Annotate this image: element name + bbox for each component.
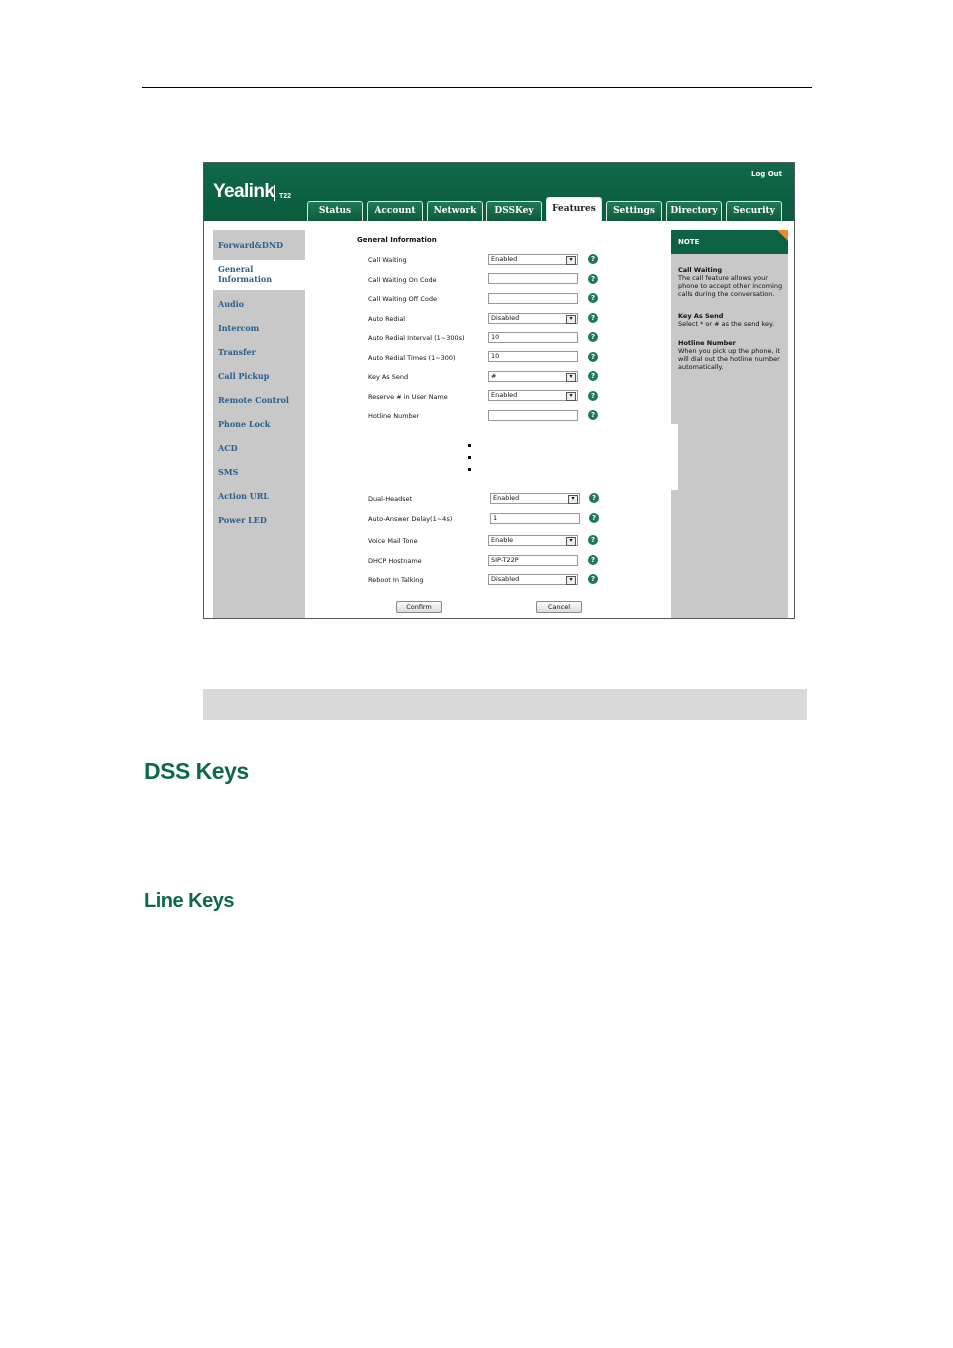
nav-transfer[interactable]: Transfer: [218, 347, 256, 357]
nav-remote-control[interactable]: Remote Control: [218, 395, 289, 405]
auto-redial-interval-input[interactable]: 10: [488, 332, 578, 343]
note-item-hotline-number: [678, 339, 788, 371]
note-heading: Hotline Number: [678, 339, 736, 347]
help-icon[interactable]: ?: [588, 274, 598, 284]
help-icon[interactable]: ?: [588, 332, 598, 342]
omitted-rows-gap: [305, 424, 678, 490]
confirm-button[interactable]: Confirm: [396, 601, 442, 613]
call-waiting-on-code-input[interactable]: [488, 273, 578, 284]
logout-link[interactable]: Log Out: [751, 170, 782, 178]
field-label: Dual-Headset: [368, 495, 413, 503]
field-label: Call Waiting On Code: [368, 276, 437, 284]
note-body: Select * or # as the send key.: [678, 320, 775, 328]
hotline-number-input[interactable]: [488, 410, 578, 421]
auto-answer-delay-input[interactable]: 1: [490, 513, 580, 524]
help-icon[interactable]: ?: [588, 410, 598, 420]
nav-intercom[interactable]: Intercom: [218, 323, 260, 333]
note-item-key-as-send: [678, 312, 788, 328]
tab-directory[interactable]: Directory: [666, 201, 722, 221]
note-item-call-waiting: [678, 266, 788, 298]
call-waiting-off-code-input[interactable]: [488, 293, 578, 304]
help-icon[interactable]: ?: [588, 555, 598, 565]
tab-settings[interactable]: Settings: [606, 201, 662, 221]
web-ui-screenshot: [203, 162, 795, 619]
help-icon[interactable]: ?: [588, 574, 598, 584]
field-label: Auto-Answer Delay(1~4s): [368, 515, 453, 523]
help-icon[interactable]: ?: [589, 513, 599, 523]
note-body: The call feature allows your phone to accept other incoming calls during the conversation.: [678, 274, 783, 298]
field-label: Voice Mail Tone: [368, 537, 418, 545]
tab-dsskey[interactable]: DSSKey: [486, 201, 542, 221]
field-label: Call Waiting: [368, 256, 407, 264]
auto-redial-select[interactable]: Disabled ▾: [488, 313, 578, 324]
nav-action-url[interactable]: Action URL: [218, 491, 269, 501]
caption-bar: [203, 689, 807, 720]
field-label: Reboot In Talking: [368, 576, 424, 584]
field-label: DHCP Hostname: [368, 557, 422, 565]
field-label: Auto Redial Times (1~300): [368, 354, 456, 362]
ellipsis-dot: [468, 468, 471, 471]
dual-headset-select[interactable]: Enabled ▾: [490, 493, 580, 504]
help-icon[interactable]: ?: [588, 535, 598, 545]
tab-network[interactable]: Network: [427, 201, 483, 221]
help-icon[interactable]: ?: [588, 352, 598, 362]
ellipsis-dot: [468, 456, 471, 459]
nav-phone-lock[interactable]: Phone Lock: [218, 419, 271, 429]
tab-account[interactable]: Account: [367, 201, 423, 221]
ellipsis-dot: [468, 444, 471, 447]
nav-audio[interactable]: Audio: [218, 299, 244, 309]
tab-features[interactable]: Features: [546, 197, 602, 221]
nav-call-pickup[interactable]: Call Pickup: [218, 371, 270, 381]
tab-status[interactable]: Status: [307, 201, 363, 221]
tab-security[interactable]: Security: [726, 201, 782, 221]
field-label: Hotline Number: [368, 412, 420, 420]
logo-separator: [274, 185, 275, 201]
nav-acd[interactable]: ACD: [218, 443, 238, 453]
key-as-send-select[interactable]: # ▾: [488, 371, 578, 382]
nav-general-information[interactable]: General Information: [218, 264, 273, 284]
nav-forward-dnd[interactable]: Forward&DND: [218, 240, 284, 250]
voice-mail-tone-select[interactable]: Enable ▾: [488, 535, 578, 546]
field-label: Auto Redial Interval (1~300s): [368, 334, 465, 342]
help-icon[interactable]: ?: [588, 371, 598, 381]
note-heading: Call Waiting: [678, 266, 723, 274]
field-label: Reserve # in User Name: [368, 393, 448, 401]
field-label: Auto Redial: [368, 315, 406, 323]
help-icon[interactable]: ?: [588, 313, 598, 323]
note-body: When you pick up the phone, it will dial out the hotline number automatically.: [678, 347, 780, 371]
model-label: T22: [279, 193, 292, 200]
reboot-in-talking-select[interactable]: Disabled ▾: [488, 574, 578, 585]
call-waiting-select[interactable]: Enabled ▾: [488, 254, 578, 265]
note-title: NOTE: [678, 238, 700, 246]
reserve-hash-select[interactable]: Enabled ▾: [488, 390, 578, 401]
help-icon[interactable]: ?: [588, 391, 598, 401]
field-label: Key As Send: [368, 373, 409, 381]
heading-line-keys: Line Keys: [144, 890, 234, 912]
note-corner-accent: [777, 230, 788, 241]
auto-redial-times-input[interactable]: 10: [488, 351, 578, 362]
page-header-rule: [142, 87, 812, 88]
nav-power-led[interactable]: Power LED: [218, 515, 267, 525]
field-label: Call Waiting Off Code: [368, 295, 437, 303]
help-icon[interactable]: ?: [588, 254, 598, 264]
cancel-button[interactable]: Cancel: [536, 601, 582, 613]
section-title: General Information: [357, 236, 437, 244]
heading-dss-keys: DSS Keys: [144, 758, 249, 784]
nav-sms[interactable]: SMS: [218, 467, 239, 477]
note-heading: Key As Send: [678, 312, 724, 320]
yealink-logo: Yealink: [213, 181, 275, 202]
help-icon[interactable]: ?: [588, 293, 598, 303]
dhcp-hostname-input[interactable]: SIP-T22P: [488, 555, 578, 566]
help-icon[interactable]: ?: [589, 493, 599, 503]
